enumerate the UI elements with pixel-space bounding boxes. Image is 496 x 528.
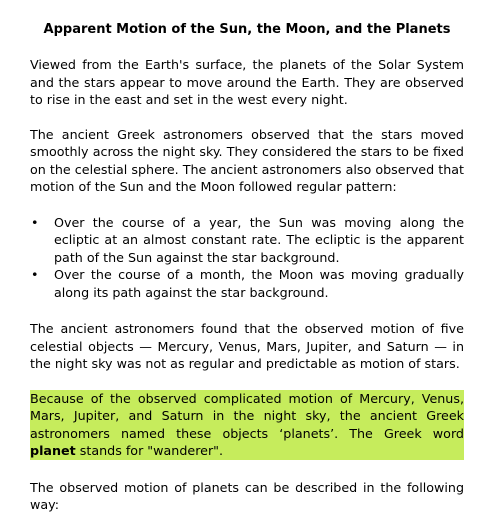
list-item-text: Over the course of a month, the Moon was moving gradually along its path against the star background. bbox=[54, 267, 464, 300]
five-objects-paragraph: The ancient astronomers found that the observed motion of five celestial objects — Mercury, Venus, Mars, Jupiter, and Saturn — in the night sky was not as regular and predictable as motion of stars. bbox=[30, 321, 464, 371]
highlighted-paragraph bbox=[30, 390, 464, 460]
observations-list bbox=[30, 214, 464, 302]
planet-motion-paragraph: The observed motion of planets can be described in the following way: bbox=[30, 479, 464, 512]
list-item-text: Over the course of a year, the Sun was moving along the ecliptic at an almost constant rate. The ecliptic is the apparent path of the Sun against the star background. bbox=[54, 214, 464, 265]
page-title: Apparent Motion of the Sun, the Moon, and the Planets bbox=[43, 22, 451, 37]
highlight-text-after: stands for "wanderer". bbox=[75, 443, 224, 458]
bullet-icon: • bbox=[31, 214, 39, 230]
bullet-icon: • bbox=[31, 267, 39, 282]
highlight-bold-word: planet bbox=[30, 443, 76, 458]
highlight-text-before: Because of the observed complicated motion of Mercury, Venus, Mars, Jupiter, and Saturn in the night sky, the ancient Greek astronomers named these objects ‘planets’. The Greek word bbox=[30, 390, 464, 441]
document-page bbox=[30, 0, 464, 514]
intro-paragraph: Viewed from the Earth's surface, the planets of the Solar System and the stars appear to move around the Earth. They are observed to rise in the east and set in the west every night. bbox=[30, 57, 464, 107]
greek-astronomers-paragraph: The ancient Greek astronomers observed that the stars moved smoothly across the night sky. They considered the stars to be fixed on the celestial sphere. The ancient astronomers also observed that motion of the Sun and the Moon followed regular pattern: bbox=[30, 126, 464, 194]
list-item-moon bbox=[30, 266, 464, 301]
list-item-sun bbox=[30, 214, 464, 267]
